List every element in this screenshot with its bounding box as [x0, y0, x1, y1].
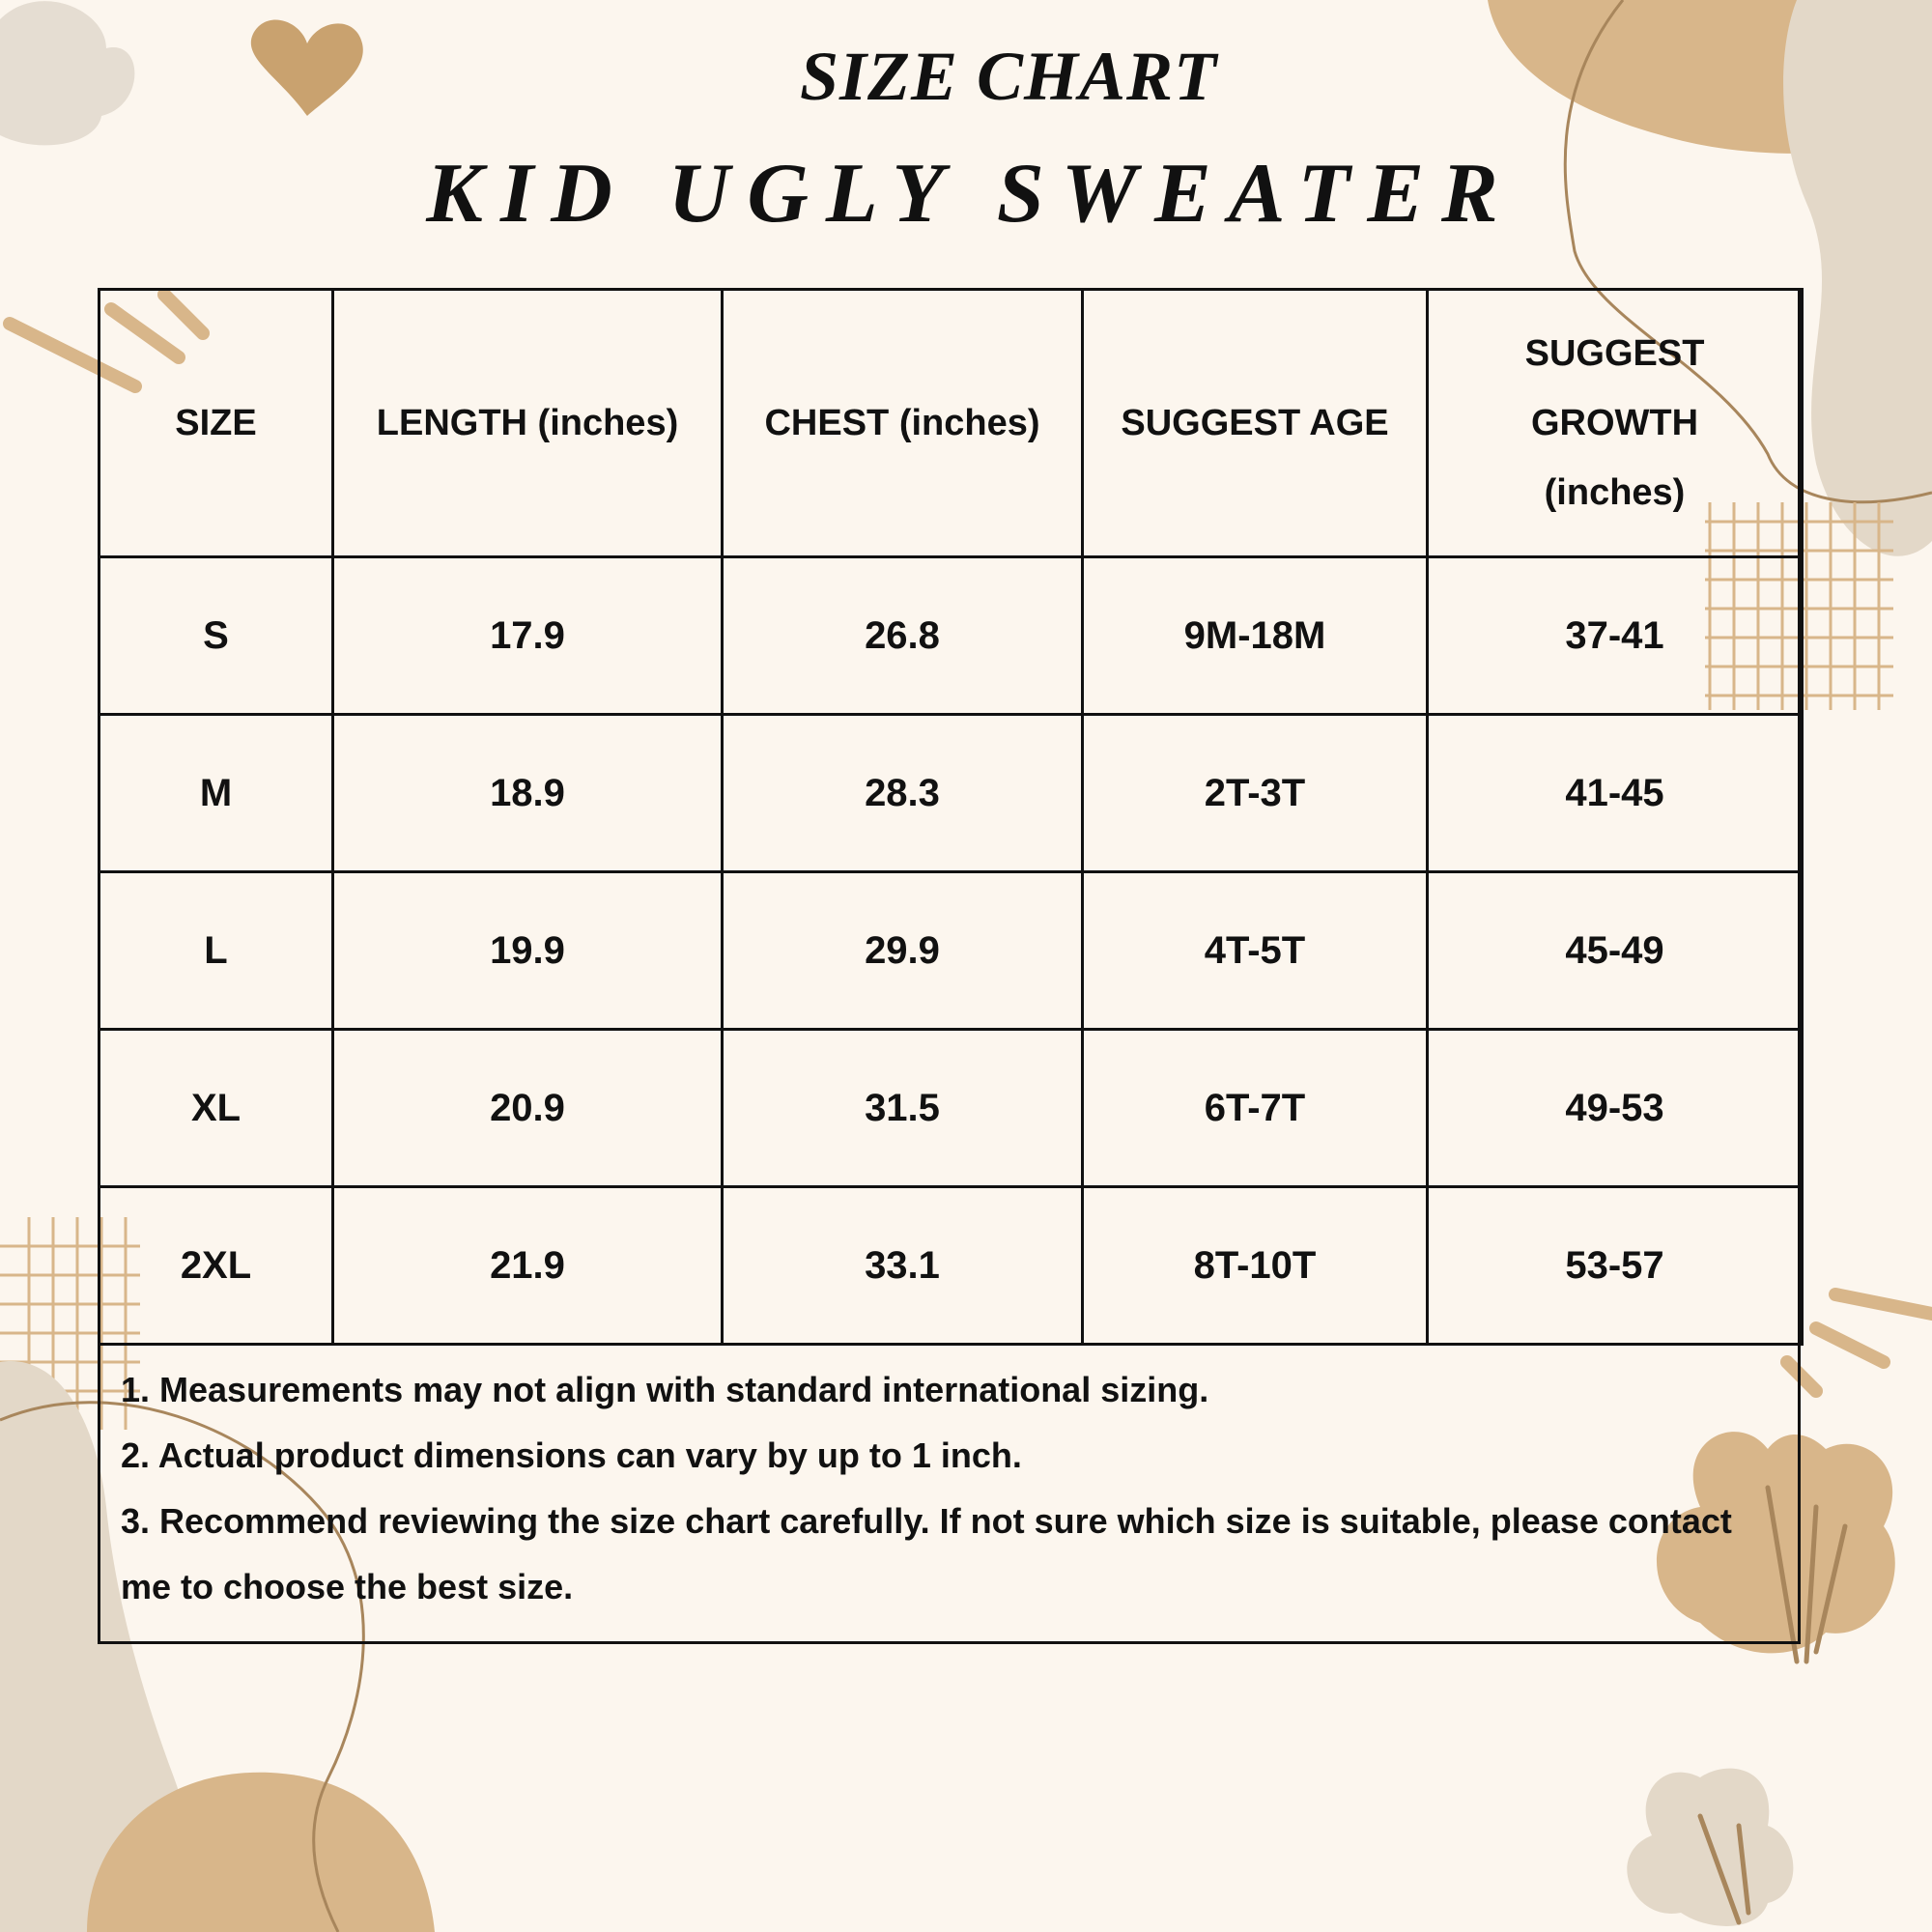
table-body [99, 557, 1803, 1345]
chest-cell: 31.5 [723, 1030, 1083, 1187]
growth-cell: 41-45 [1428, 715, 1803, 872]
table-row [99, 872, 1803, 1030]
note-item: 1. Measurements may not align with standard international sizing. [121, 1370, 1209, 1409]
chest-cell: 26.8 [723, 557, 1083, 715]
header-size: SIZE [99, 290, 333, 557]
size-table [98, 288, 1804, 1346]
length-cell: 18.9 [333, 715, 723, 872]
age-cell: 6T-7T [1083, 1030, 1428, 1187]
header-suggest-growth [1428, 290, 1803, 557]
size-cell: XL [99, 1030, 333, 1187]
note-item: 2. Actual product dimensions can vary by up to 1 inch. [121, 1435, 1022, 1475]
age-cell: 9M-18M [1083, 557, 1428, 715]
growth-cell: 49-53 [1428, 1030, 1803, 1187]
header-suggest-age: SUGGEST AGE [1083, 290, 1428, 557]
header-line: (inches) [1544, 472, 1686, 513]
chest-cell: 28.3 [723, 715, 1083, 872]
page-title: SIZE CHART [799, 38, 1218, 115]
header-line: GROWTH [1530, 403, 1699, 443]
chest-cell: 29.9 [723, 872, 1083, 1030]
note-item: 3. Recommend reviewing the size chart carefully. If not sure which size is suitable, please contact me to choose the best size. [121, 1501, 1732, 1606]
age-cell: 4T-5T [1083, 872, 1428, 1030]
table-row [99, 1187, 1803, 1345]
size-cell: L [99, 872, 333, 1030]
age-cell: 2T-3T [1083, 715, 1428, 872]
chest-cell: 33.1 [723, 1187, 1083, 1345]
growth-cell: 45-49 [1428, 872, 1803, 1030]
notes-section [121, 1357, 1763, 1620]
table-row [99, 557, 1803, 715]
table-row [99, 715, 1803, 872]
length-cell: 21.9 [333, 1187, 723, 1345]
header-chest: CHEST (inches) [723, 290, 1083, 557]
size-cell: S [99, 557, 333, 715]
table-header-row [99, 290, 1803, 557]
age-cell: 8T-10T [1083, 1187, 1428, 1345]
length-cell: 19.9 [333, 872, 723, 1030]
length-cell: 17.9 [333, 557, 723, 715]
growth-cell: 53-57 [1428, 1187, 1803, 1345]
growth-cell: 37-41 [1428, 557, 1803, 715]
dash-marks [1787, 1294, 1932, 1391]
size-cell: M [99, 715, 333, 872]
table-row [99, 1030, 1803, 1187]
page-subtitle: KID UGLY SWEATER [426, 147, 1516, 241]
length-cell: 20.9 [333, 1030, 723, 1187]
size-cell: 2XL [99, 1187, 333, 1345]
header-line: SUGGEST [1524, 333, 1705, 374]
header-length: LENGTH (inches) [333, 290, 723, 557]
